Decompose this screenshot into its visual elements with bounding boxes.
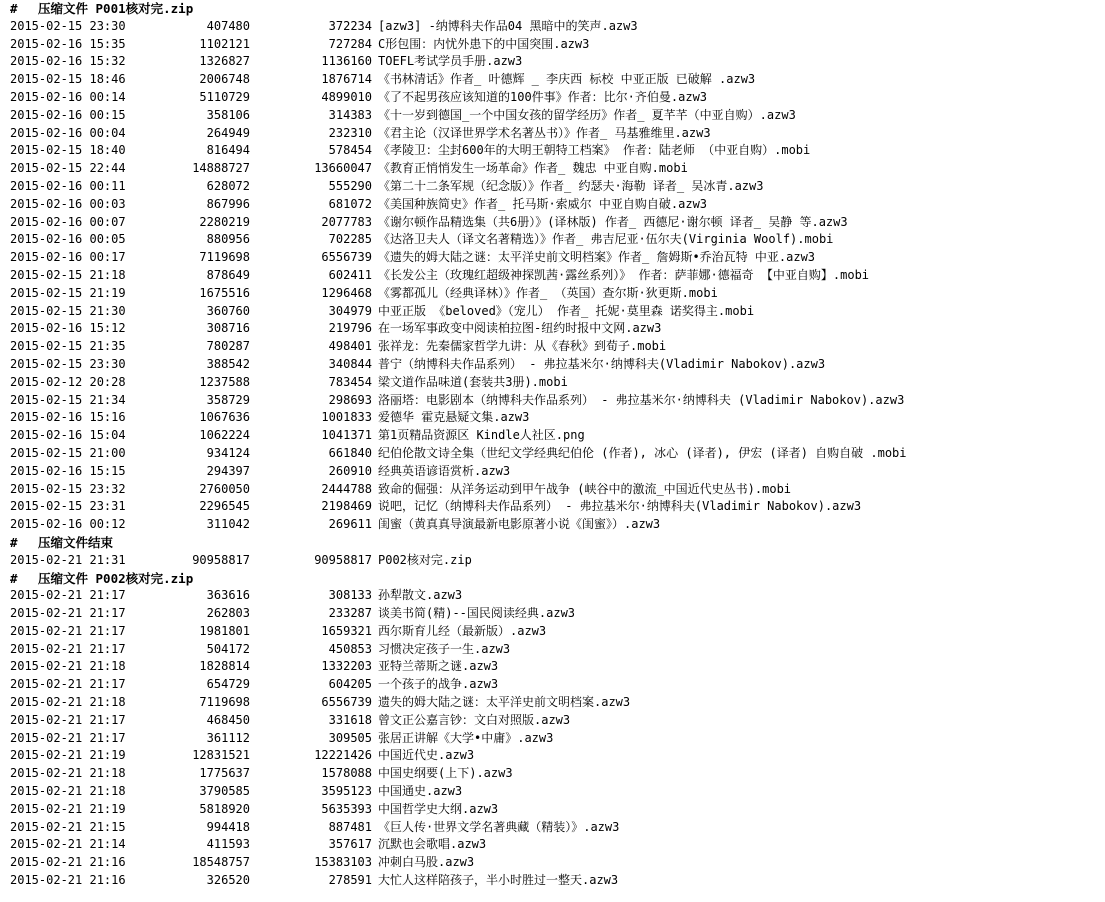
file-size: 628072 [206,178,250,193]
file-size: 388542 [206,356,250,371]
file-compressed-size: 604205 [328,677,372,692]
file-datetime: 2015-02-21 21:17 [10,712,126,727]
file-compressed-size: 298693 [328,392,372,407]
file-size: 2280219 [199,214,250,229]
file-datetime: 2015-02-21 21:14 [10,837,126,852]
file-compressed-size: 681072 [328,196,372,211]
file-row [10,587,1105,605]
file-row [10,747,1105,765]
file-name: 中国通史.azw3 [378,784,463,799]
file-size: 3790585 [199,784,250,799]
file-compressed-size: 2077783 [321,214,372,229]
file-name: 《了不起男孩应该知道的100件事》作者：比尔·齐伯曼.azw3 [378,89,708,104]
file-name: 《美国种族简史》作者_ 托马斯·索威尔 中亚自购自破.azw3 [378,196,708,211]
file-datetime: 2015-02-15 23:30 [10,18,126,33]
file-datetime: 2015-02-15 21:34 [10,392,126,407]
file-row [10,374,1105,392]
file-datetime: 2015-02-16 15:32 [10,54,126,69]
file-datetime: 2015-02-16 00:14 [10,89,126,104]
file-compressed-size: 90958817 [314,552,372,567]
file-size: 90958817 [192,552,250,567]
section-title: 压缩文件结束 [38,534,114,550]
file-datetime: 2015-02-16 00:15 [10,107,126,122]
file-name: 《君主论（汉译世界学术名著丛书）》作者_ 马基雅维里.azw3 [378,125,711,140]
file-row [10,89,1105,107]
file-datetime: 2015-02-15 21:00 [10,445,126,460]
section-title: 压缩文件 P001核对完.zip [38,1,194,16]
file-compressed-size: 6556739 [321,695,372,710]
file-size: 361112 [206,730,250,745]
file-compressed-size: 304979 [328,303,372,318]
file-compressed-size: 269611 [328,517,372,532]
file-compressed-size: 278591 [328,873,372,888]
file-compressed-size: 233287 [328,606,372,621]
file-size: 2296545 [199,499,250,514]
file-name: 中国哲学史大纲.azw3 [378,801,499,816]
file-datetime: 2015-02-21 21:17 [10,606,126,621]
file-size: 5818920 [199,801,250,816]
file-size: 407480 [206,18,250,33]
file-size: 12831521 [192,748,250,763]
file-size: 308716 [206,321,250,336]
file-name: 爱德华 霍克悬疑文集.azw3 [378,410,530,425]
file-name: 《雾都孤儿（经典译林）》作者_ （英国）查尔斯·狄更斯.mobi [378,285,718,300]
file-compressed-size: 555290 [328,178,372,193]
file-name: 《第二十二条军规（纪念版）》作者_ 约瑟夫·海勒 译者_ 吴冰青.azw3 [378,178,764,193]
file-compressed-size: 2198469 [321,499,372,514]
file-name: 习惯决定孩子一生.azw3 [378,641,511,656]
section-header [10,570,1105,588]
file-size: 5110729 [199,89,250,104]
hash-mark: # [10,570,18,586]
file-row [10,125,1105,143]
file-datetime: 2015-02-21 21:18 [10,695,126,710]
file-name: 《谢尔顿作品精选集（共6册）》(译林版) 作者_ 西德尼·谢尔顿 译者_ 吴静 等.azw3 [378,214,848,229]
file-row [10,196,1105,214]
file-datetime: 2015-02-15 21:35 [10,339,126,354]
file-name: [azw3] -纳博科夫作品04 黑暗中的笑声.azw3 [378,18,638,33]
file-name: 《长发公主（玫瑰红超级神探凯茜·露丝系列）》 作者：萨菲娜·德福奇 【中亚自购】.mobi [378,267,870,282]
file-name: 曾文正公嘉言钞：文白对照版.azw3 [378,712,571,727]
file-name: 《巨人传·世界文学名著典藏（精装）》.azw3 [378,819,620,834]
file-name: 张居正讲解《大学•中庸》.azw3 [378,730,554,745]
file-size: 411593 [206,837,250,852]
file-row [10,214,1105,232]
file-compressed-size: 1659321 [321,623,372,638]
file-name: 洛丽塔：电影剧本（纳博科夫作品系列） - 弗拉基米尔·纳博科夫 (Vladimir Nabokov).azw3 [378,392,905,407]
file-datetime: 2015-02-21 21:17 [10,588,126,603]
file-name: 谈美书简(精)--国民阅读经典.azw3 [378,606,576,621]
file-name: 冲刺白马股.azw3 [378,855,475,870]
file-datetime: 2015-02-12 20:28 [10,374,126,389]
file-datetime: 2015-02-21 21:17 [10,641,126,656]
file-size: 1675516 [199,285,250,300]
file-name: 中国近代史.azw3 [378,748,475,763]
file-datetime: 2015-02-15 18:40 [10,143,126,158]
file-name: 梁文道作品味道(套装共3册).mobi [378,374,568,389]
file-row [10,516,1105,534]
file-row [10,107,1105,125]
file-row [10,712,1105,730]
file-size: 358729 [206,392,250,407]
file-name: P002核对完.zip [378,552,472,567]
file-name: 西尔斯育儿经（最新版）.azw3 [378,623,547,638]
file-size: 7119698 [199,695,250,710]
section-header [10,534,1105,552]
file-compressed-size: 1296468 [321,285,372,300]
file-datetime: 2015-02-21 21:16 [10,873,126,888]
file-row [10,36,1105,54]
file-name: 《教育正悄悄发生一场革命》作者_ 魏忠 中亚自购.mobi [378,161,688,176]
file-row [10,730,1105,748]
file-datetime: 2015-02-16 00:12 [10,517,126,532]
file-name: 亚特兰蒂斯之谜.azw3 [378,659,499,674]
file-row [10,356,1105,374]
file-name: 遗失的姆大陆之谜：太平洋史前文明档案.azw3 [378,695,631,710]
file-row [10,267,1105,285]
file-name: 中国史纲要(上下).azw3 [378,766,513,781]
file-name: 《遗失的姆大陆之谜：太平洋史前文明档案》作者_ 詹姆斯•乔治瓦特 中亚.azw3 [378,250,816,265]
file-compressed-size: 2444788 [321,481,372,496]
file-row [10,694,1105,712]
file-row [10,249,1105,267]
file-row [10,676,1105,694]
file-datetime: 2015-02-16 00:17 [10,250,126,265]
file-size: 867996 [206,196,250,211]
file-compressed-size: 308133 [328,588,372,603]
file-name: 闺蜜（黄真真导演最新电影原著小说《闺蜜》）.azw3 [378,517,661,532]
file-compressed-size: 727284 [328,36,372,51]
file-datetime: 2015-02-16 00:07 [10,214,126,229]
file-compressed-size: 331618 [328,712,372,727]
file-compressed-size: 4899010 [321,89,372,104]
file-row [10,801,1105,819]
file-row [10,18,1105,36]
file-datetime: 2015-02-21 21:16 [10,855,126,870]
file-datetime: 2015-02-16 15:16 [10,410,126,425]
file-size: 816494 [206,143,250,158]
file-size: 1067636 [199,410,250,425]
file-compressed-size: 5635393 [321,801,372,816]
file-size: 358106 [206,107,250,122]
file-size: 14888727 [192,161,250,176]
file-datetime: 2015-02-15 23:30 [10,356,126,371]
file-compressed-size: 340844 [328,356,372,371]
file-datetime: 2015-02-16 00:11 [10,178,126,193]
file-size: 326520 [206,873,250,888]
file-compressed-size: 1136160 [321,54,372,69]
file-compressed-size: 887481 [328,819,372,834]
file-size: 468450 [206,712,250,727]
file-size: 654729 [206,677,250,692]
file-row [10,71,1105,89]
file-datetime: 2015-02-16 15:35 [10,36,126,51]
file-datetime: 2015-02-21 21:18 [10,766,126,781]
file-row [10,658,1105,676]
file-name: 经典英语谚语赏析.azw3 [378,463,511,478]
file-compressed-size: 1332203 [321,659,372,674]
file-datetime: 2015-02-15 22:44 [10,161,126,176]
file-compressed-size: 661840 [328,445,372,460]
file-row [10,872,1105,890]
file-datetime: 2015-02-21 21:18 [10,784,126,799]
file-row [10,178,1105,196]
file-size: 360760 [206,303,250,318]
file-datetime: 2015-02-15 23:31 [10,499,126,514]
file-row [10,463,1105,481]
file-name: 第1页精品资源区 Kindle人社区.png [378,428,585,443]
file-row [10,836,1105,854]
file-datetime: 2015-02-15 21:18 [10,267,126,282]
file-row [10,641,1105,659]
file-compressed-size: 219796 [328,321,372,336]
file-compressed-size: 1001833 [321,410,372,425]
file-compressed-size: 1041371 [321,428,372,443]
file-row [10,142,1105,160]
file-size: 294397 [206,463,250,478]
file-listing [10,0,1105,890]
file-datetime: 2015-02-15 18:46 [10,72,126,87]
hash-mark: # [10,534,18,550]
file-name: 说吧，记忆（纳博科夫作品系列） - 弗拉基米尔·纳博科夫(Vladimir Nabokov).azw3 [378,499,862,514]
file-datetime: 2015-02-15 21:30 [10,303,126,318]
file-compressed-size: 702285 [328,232,372,247]
file-compressed-size: 13660047 [314,161,372,176]
file-size: 878649 [206,267,250,282]
file-size: 1981801 [199,623,250,638]
file-compressed-size: 498401 [328,339,372,354]
file-size: 1326827 [199,54,250,69]
file-size: 2006748 [199,72,250,87]
file-compressed-size: 372234 [328,18,372,33]
file-row [10,605,1105,623]
file-name: 沉默也会歌唱.azw3 [378,837,487,852]
file-size: 262803 [206,606,250,621]
file-datetime: 2015-02-21 21:17 [10,623,126,638]
file-datetime: 2015-02-21 21:19 [10,801,126,816]
file-size: 1775637 [199,766,250,781]
file-compressed-size: 12221426 [314,748,372,763]
file-row [10,427,1105,445]
file-datetime: 2015-02-15 23:32 [10,481,126,496]
file-datetime: 2015-02-16 00:04 [10,125,126,140]
file-compressed-size: 450853 [328,641,372,656]
file-size: 1102121 [199,36,250,51]
file-size: 1062224 [199,428,250,443]
file-size: 994418 [206,819,250,834]
file-compressed-size: 309505 [328,730,372,745]
file-compressed-size: 1578088 [321,766,372,781]
file-size: 7119698 [199,250,250,265]
file-name: 《书林清话》作者_ 叶德辉 _ 李庆西 标校 中亚正版 已破解 .azw3 [378,72,756,87]
file-datetime: 2015-02-21 21:31 [10,552,126,567]
file-datetime: 2015-02-21 21:17 [10,730,126,745]
file-row [10,552,1105,570]
file-size: 1828814 [199,659,250,674]
file-datetime: 2015-02-16 15:04 [10,428,126,443]
file-row [10,481,1105,499]
file-size: 2760050 [199,481,250,496]
file-name: C形包围：内忧外患下的中国突围.azw3 [378,36,590,51]
file-compressed-size: 357617 [328,837,372,852]
file-row [10,783,1105,801]
file-datetime: 2015-02-16 15:12 [10,321,126,336]
file-row [10,623,1105,641]
file-name: 中亚正版 《beloved》（宠儿） 作者_ 托妮·莫里森 诺奖得主.mobi [378,303,755,318]
file-datetime: 2015-02-21 21:19 [10,748,126,763]
file-row [10,445,1105,463]
file-compressed-size: 232310 [328,125,372,140]
file-name: 《十一岁到德国_一个中国女孩的留学经历》作者_ 夏芊芊（中亚自购）.azw3 [378,107,796,122]
file-size: 18548757 [192,855,250,870]
file-size: 1237588 [199,374,250,389]
file-name: 大忙人这样陪孩子，半小时胜过一整天.azw3 [378,873,619,888]
file-name: 孙犁散文.azw3 [378,588,463,603]
file-datetime: 2015-02-21 21:17 [10,677,126,692]
file-row [10,765,1105,783]
file-name: 致命的倔强：从洋务运动到甲午战争 (峡谷中的激流_中国近代史丛书).mobi [378,481,792,496]
file-compressed-size: 314383 [328,107,372,122]
file-row [10,320,1105,338]
section-title: 压缩文件 P002核对完.zip [38,570,194,586]
file-datetime: 2015-02-16 00:05 [10,232,126,247]
file-compressed-size: 783454 [328,374,372,389]
file-row [10,392,1105,410]
file-compressed-size: 602411 [328,267,372,282]
file-datetime: 2015-02-21 21:18 [10,659,126,674]
file-name: 《达洛卫夫人（译文名著精选）》作者_ 弗吉尼亚·伍尔夫(Virginia Woolf).mobi [378,232,834,247]
section-header [10,0,1105,18]
file-size: 363616 [206,588,250,603]
file-compressed-size: 15383103 [314,855,372,870]
file-size: 934124 [206,445,250,460]
file-datetime: 2015-02-16 15:15 [10,463,126,478]
file-row [10,854,1105,872]
file-row [10,231,1105,249]
file-datetime: 2015-02-16 00:03 [10,196,126,211]
file-row [10,409,1105,427]
hash-mark: # [10,1,18,16]
file-row [10,285,1105,303]
file-compressed-size: 260910 [328,463,372,478]
file-compressed-size: 3595123 [321,784,372,799]
file-size: 504172 [206,641,250,656]
file-row [10,303,1105,321]
file-datetime: 2015-02-15 21:19 [10,285,126,300]
file-row [10,819,1105,837]
file-datetime: 2015-02-21 21:15 [10,819,126,834]
file-compressed-size: 1876714 [321,72,372,87]
file-compressed-size: 6556739 [321,250,372,265]
file-size: 311042 [206,517,250,532]
file-size: 264949 [206,125,250,140]
file-row [10,498,1105,516]
file-compressed-size: 578454 [328,143,372,158]
file-name: 普宁（纳博科夫作品系列） - 弗拉基米尔·纳博科夫(Vladimir Nabokov).azw3 [378,356,826,371]
file-name: 一个孩子的战争.azw3 [378,677,499,692]
file-name: TOEFL考试学员手册.azw3 [378,54,523,69]
file-size: 780287 [206,339,250,354]
file-row [10,338,1105,356]
file-name: 《孝陵卫：尘封600年的大明王朝特工档案》 作者：陆老师 （中亚自购）.mobi [378,143,811,158]
file-row [10,160,1105,178]
file-size: 880956 [206,232,250,247]
file-row [10,53,1105,71]
file-name: 在一场军事政变中阅读柏拉图-纽约时报中文网.azw3 [378,321,662,336]
file-name: 张祥龙：先秦儒家哲学九讲：从《春秋》到荀子.mobi [378,339,667,354]
file-name: 纪伯伦散文诗全集（世纪文学经典纪伯伦 (作者), 冰心 (译者), 伊宏 (译者) 自购自破 .mobi [378,445,907,460]
